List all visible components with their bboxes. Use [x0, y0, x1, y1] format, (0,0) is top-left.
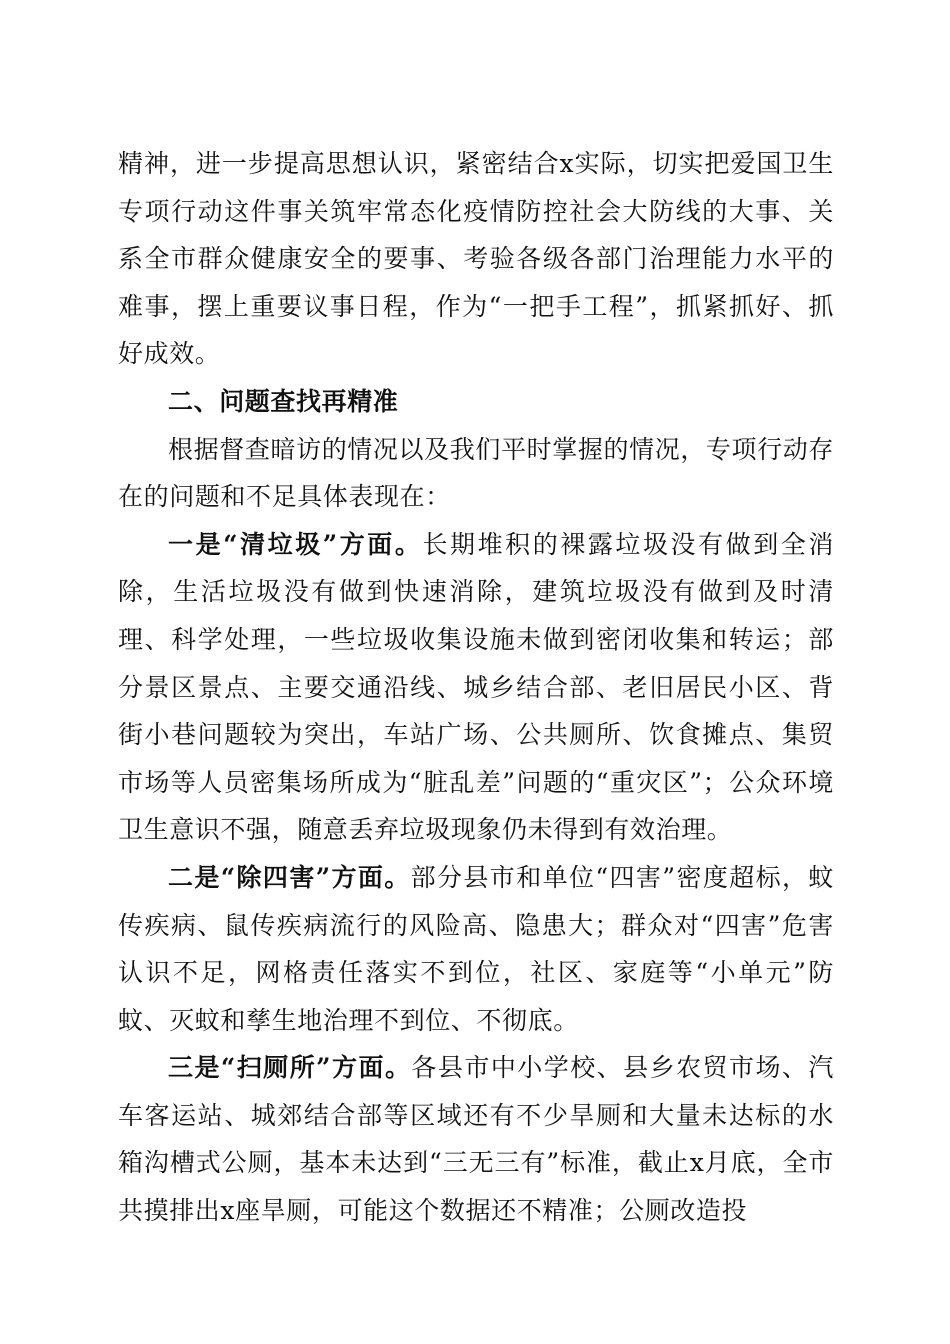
point-four-pests [118, 854, 834, 1044]
point-text: 部分县市和单位“四害”密度超标，蚊传疾病、鼠传疾病流行的风险高、隐患大；群众对“四害”危害认识不足，网格责任落实不到位，社区、家庭等“小单元”防蚊、灭蚊和孳生地治理不到位、不彻底。 [118, 862, 834, 1035]
point-clean-garbage [118, 521, 834, 854]
point-text: 各县市中小学校、县乡农贸市场、汽车客运站、城郊结合部等区域还有不少旱厕和大量未达标的水箱沟槽式公厕，基本未达到“三无三有”标准，截止x月底，全市共摸排出x座旱厕，可能这个数据还不精准；公厕改造投 [118, 1053, 834, 1226]
paragraph-continuation: 精神，进一步提高思想认识，紧密结合x实际，切实把爱国卫生专项行动这件事关筑牢常态化疫情防控社会大防线的大事、关系全市群众健康安全的要事、考验各级各部门治理能力水平的难事，摆上重要议事日程，作为“一把手工程”，抓紧抓好、抓好成效。 [118, 149, 834, 369]
point-lead: 三是“扫厕所”方面。 [168, 1053, 412, 1083]
intro-paragraph: 根据督查暗访的情况以及我们平时掌握的情况，专项行动存在的问题和不足具体表现在： [118, 434, 834, 512]
document-body [118, 140, 834, 1235]
point-lead: 二是“除四害”方面。 [168, 862, 411, 892]
point-lead: 一是“清垃圾”方面。 [168, 529, 423, 559]
section-heading: 二、问题查找再精准 [168, 386, 399, 416]
point-text: 长期堆积的裸露垃圾没有做到全消除，生活垃圾没有做到快速消除，建筑垃圾没有做到及时清理、科学处理，一些垃圾收集设施未做到密闭收集和转运；部分景区景点、主要交通沿线、城乡结合部、老旧居民小区、背街小巷问题较为突出，车站广场、公共厕所、饮食摊点、集贸市场等人员密集场所成为“脏乱差”问题的“重灾区”；公众环境卫生意识不强，随意丢弃垃圾现象仍未得到有效治理。 [118, 529, 834, 845]
point-toilets [118, 1044, 834, 1234]
